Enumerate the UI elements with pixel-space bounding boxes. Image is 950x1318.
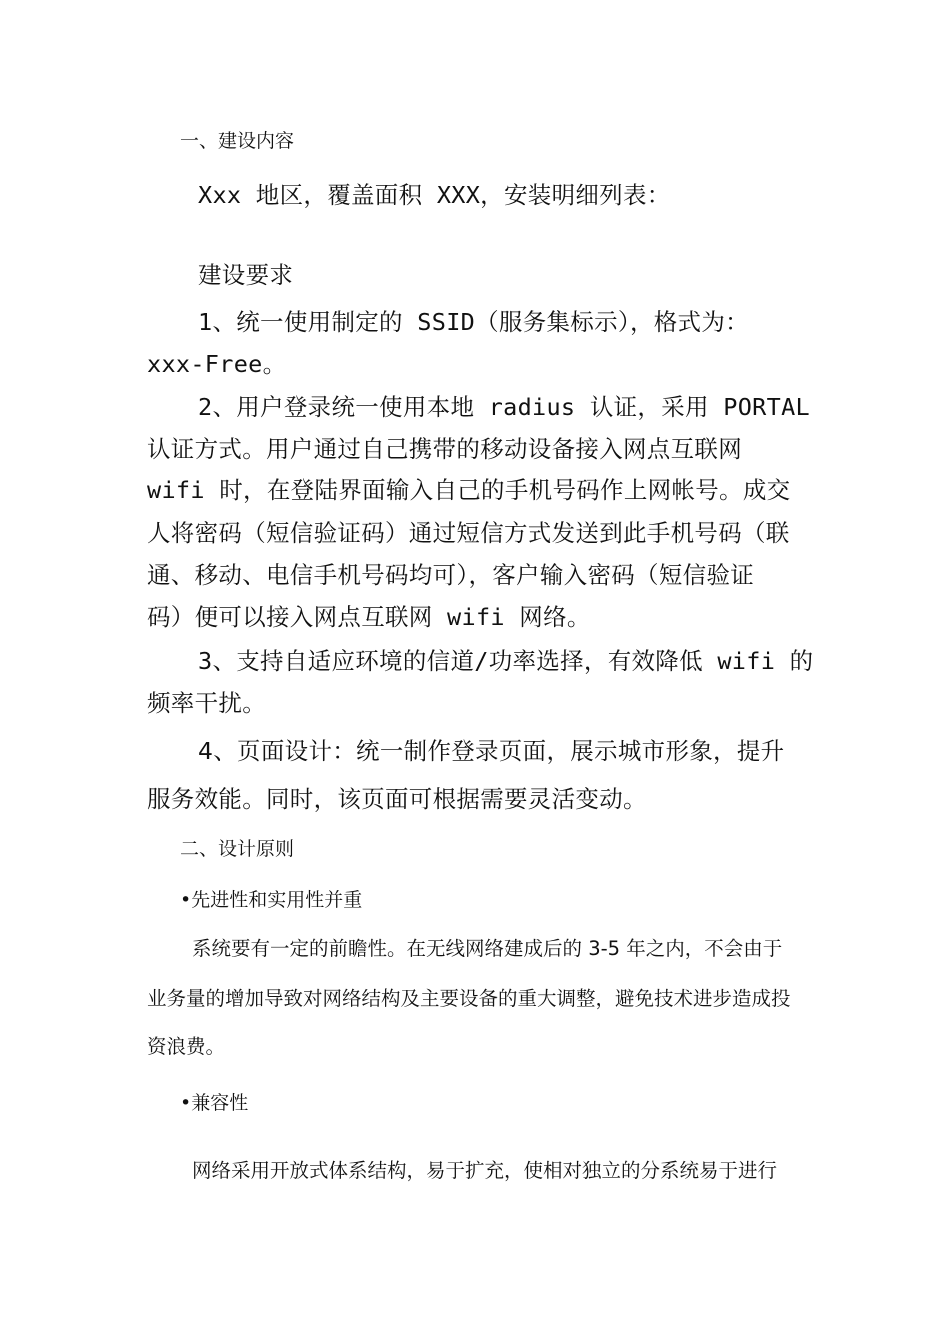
bullet2-line1: 网络采用开放式体系结构，易于扩充，使相对独立的分系统易于进行 (192, 1159, 778, 1182)
req2-line5: 通、移动、电信手机号码均可），客户输入密码（短信验证 (147, 561, 755, 589)
bullet1-title: •先进性和实用性并重 (180, 889, 363, 911)
req2-line6: 码）便可以接入网点互联网 wifi 网络。 (147, 603, 591, 631)
req1-line2: xxx-Free。 (147, 350, 287, 378)
req2-line1: 2、用户登录统一使用本地 radius 认证，采用 PORTAL (198, 393, 810, 421)
req4-line2: 服务效能。同时，该页面可根据需要灵活变动。 (147, 785, 647, 813)
req2-line3: wifi 时，在登陆界面输入自己的手机号码作上网帐号。成交 (147, 476, 791, 504)
req3-line2: 频率干扰。 (147, 689, 266, 717)
section1-heading: 一、建设内容 (180, 130, 295, 152)
bullet2-title: •兼容性 (180, 1092, 249, 1114)
req2-line2: 认证方式。用户通过自己携带的移动设备接入网点互联网 (147, 435, 742, 463)
req2-line4: 人将密码（短信验证码）通过短信方式发送到此手机号码（联 (147, 519, 790, 547)
bullet1-line2: 业务量的增加导致对网络结构及主要设备的重大调整，避免技术进步造成投 (147, 987, 791, 1010)
req4-line1: 4、页面设计：统一制作登录页面，展示城市形象，提升 (198, 737, 785, 765)
requirements-heading: 建设要求 (198, 261, 294, 289)
section2-heading: 二、设计原则 (180, 838, 295, 860)
req3-line1: 3、支持自适应环境的信道/功率选择，有效降低 wifi 的 (198, 647, 814, 675)
req1-line1: 1、统一使用制定的 SSID（服务集标示），格式为： (198, 308, 749, 336)
bullet1-line1: 系统要有一定的前瞻性。在无线网络建成后的 3-5 年之内，不会由于 (192, 937, 783, 960)
intro-line: Xxx 地区，覆盖面积 XXX，安装明细列表： (198, 181, 671, 209)
bullet1-line3: 资浪费。 (147, 1035, 226, 1058)
